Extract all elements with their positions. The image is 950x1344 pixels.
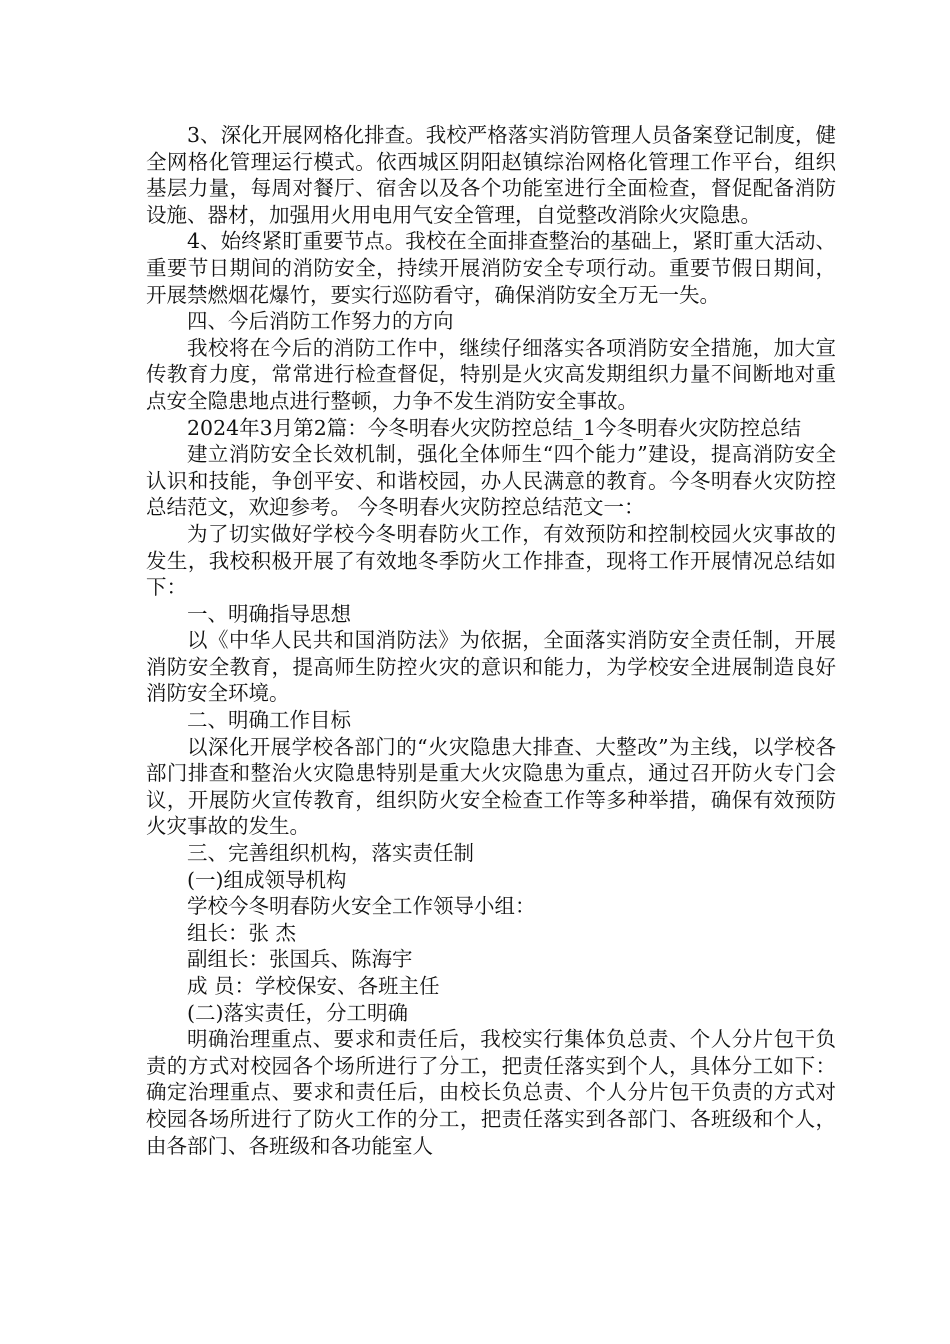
paragraph-summary-purpose: 为了切实做好学校今冬明春防火工作，有效预防和控制校园火灾事故的发生，我校积极开展了有效地冬季防火工作排查，现将工作开展情况总结如下：	[146, 521, 836, 600]
heading-organization: 三、完善组织机构，落实责任制	[187, 841, 474, 866]
paragraph-guiding-thought: 以《中华人民共和国消防法》为依据，全面落实消防安全责任制，开展消防安全教育，提高师生防控火灾的意识和能力，为学校安全进展制造良好消防安全环境。	[146, 628, 836, 706]
paragraph-grid-inspection: 3、深化开展网格化排查。我校严格落实消防管理人员备案登记制度，健全网格化管理运行模式。依西城区阴阳赵镇综治网格化管理工作平台，组织基层力量，每周对餐厅、宿舍以及各个功能室进行全面检查，督促配备消防设施、器材，加强用火用电用气安全管理，自觉整改消除火灾隐患。	[146, 123, 836, 227]
deputy-leaders: 副组长：张国兵、陈海宇	[187, 947, 413, 972]
paragraph-key-dates: 4、始终紧盯重要节点。我校在全面排查整治的基础上，紧盯重大活动、重要节日期间的消防安全，持续开展消防安全专项行动。重要节假日期间，开展禁燃烟花爆竹，要实行巡防看守，确保消防安全万无一失。	[146, 229, 836, 307]
leadership-group-title: 学校今冬明春防火安全工作领导小组：	[187, 894, 536, 919]
heading-guiding-thought: 一、明确指导思想	[187, 601, 351, 626]
article-title: 2024年3月第2篇：今冬明春火灾防控总结_1今冬明春火灾防控总结	[187, 415, 802, 440]
heading-work-goal: 二、明确工作目标	[187, 708, 351, 733]
paragraph-intro: 建立消防安全长效机制，强化全体师生“四个能力”建设，提高消防安全认识和技能，争创平安、和谐校园，办人民满意的教育。今冬明春火灾防控总结范文，欢迎参考。 今冬明春火灾防控总结范文一：	[146, 442, 836, 520]
document-page	[146, 122, 836, 1159]
paragraph-work-goal: 以深化开展学校各部门的“火灾隐患大排查、大整改”为主线，以学校各部门排查和整治火灾隐患特别是重大火灾隐患为重点，通过召开防火专门会议，开展防火宣传教育，组织防火安全检查工作等多种举措，确保有效预防火灾事故的发生。	[146, 734, 836, 839]
subheading-leadership: (一)组成领导机构	[187, 867, 347, 892]
paragraph-responsibility: 明确治理重点、要求和责任后，我校实行集体负总责、个人分片包干负责的方式对校园各个场所进行了分工，把责任落实到个人，具体分工如下：确定治理重点、要求和责任后，由校长负总责、个人分片包干负责的方式对校园各场所进行了防火工作的分工，把责任落实到各部门、各班级和个人，由各部门、各班级和各功能室人	[146, 1027, 836, 1158]
leader: 组长：张 杰	[187, 920, 297, 945]
paragraph-future-work: 我校将在今后的消防工作中，继续仔细落实各项消防安全措施，加大宣传教育力度，常常进行检查督促，特别是火灾高发期组织力量不间断地对重点安全隐患地点进行整顿，力争不发生消防安全事故。	[146, 335, 836, 413]
subheading-responsibility: (二)落实责任，分工明确	[187, 1000, 408, 1025]
heading-future-direction: 四、今后消防工作努力的方向	[187, 309, 454, 334]
members: 成 员：学校保安、各班主任	[187, 974, 440, 998]
